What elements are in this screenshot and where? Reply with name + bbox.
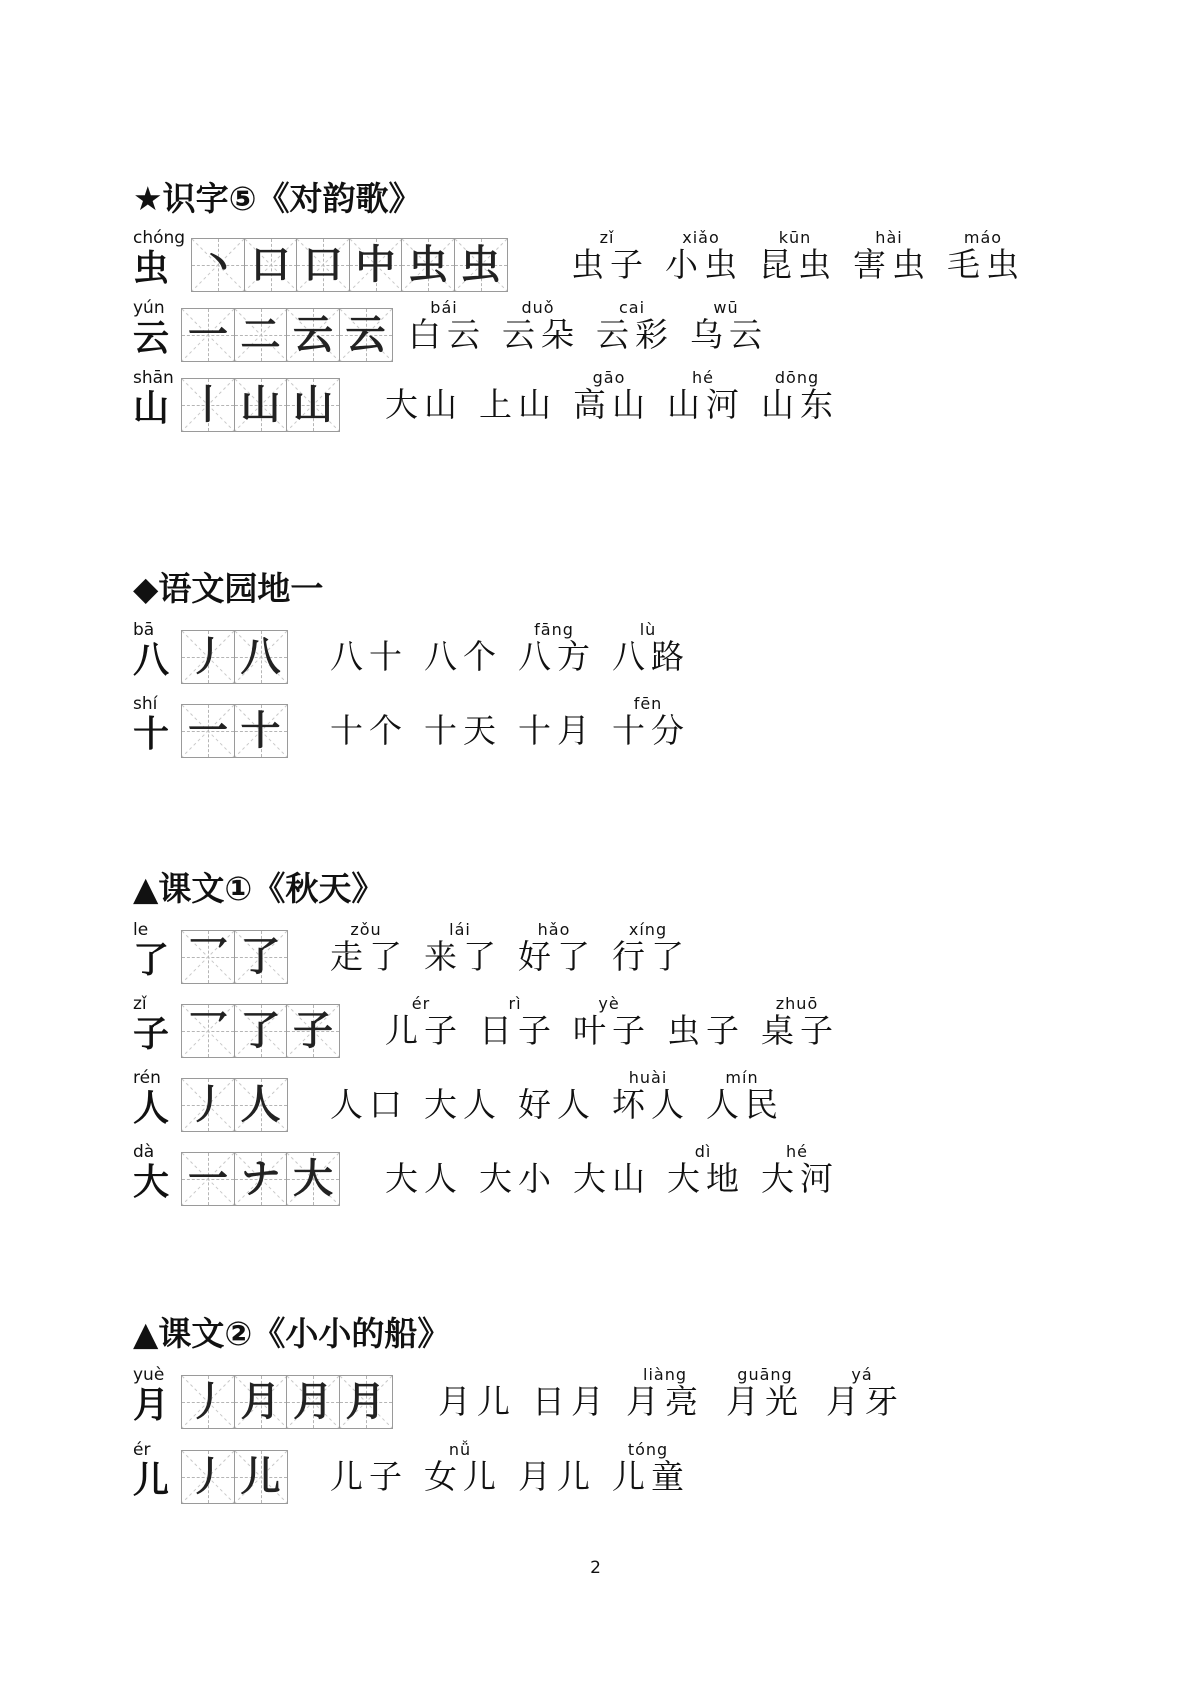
stroke-cell: 虫 bbox=[454, 238, 508, 292]
char-row-yun: yún 云 一 二 云 云 bái 白云 duǒ 云朵 cai 云彩 wū 乌云 bbox=[133, 298, 1133, 368]
char-pinyin: shān bbox=[133, 368, 174, 388]
char-row-ren: rén 人 丿 人 人口 大人 好人 huài 坏人 mín 人民 bbox=[133, 1068, 1133, 1138]
char-main: 大 bbox=[133, 1161, 170, 1203]
stroke-cell: 丿 bbox=[181, 1450, 235, 1504]
char-row-shi: shí 十 一 十 十个 十天 十月 fēn 十分 bbox=[133, 694, 1133, 764]
stroke-cell: 丨 bbox=[181, 378, 235, 432]
stroke-grid bbox=[181, 1152, 339, 1206]
stroke-cell: 乛 bbox=[181, 1004, 235, 1058]
stroke-cell: 乛 bbox=[181, 930, 235, 984]
stroke-grid bbox=[181, 1375, 391, 1429]
stroke-cell: 中 bbox=[349, 238, 403, 292]
char-row-zi: zǐ 子 乛 了 子 ér 儿子 rì 日子 yè 叶子 虫子 zhuō 桌子 bbox=[133, 994, 1133, 1064]
char-main: 云 bbox=[133, 317, 170, 359]
stroke-grid bbox=[181, 630, 286, 684]
char-pinyin: dà bbox=[133, 1142, 155, 1162]
char-main: 儿 bbox=[133, 1459, 170, 1501]
char-pinyin: bā bbox=[133, 620, 155, 640]
stroke-cell: 丿 bbox=[181, 1078, 235, 1132]
stroke-grid bbox=[181, 1450, 286, 1504]
stroke-grid bbox=[181, 704, 286, 758]
stroke-cell: 了 bbox=[234, 1004, 288, 1058]
stroke-cell: 月 bbox=[339, 1375, 393, 1429]
char-pinyin: rén bbox=[133, 1068, 161, 1088]
stroke-cell: 八 bbox=[234, 630, 288, 684]
stroke-cell: 虫 bbox=[401, 238, 455, 292]
char-row-da: dà 大 一 ナ 大 大人 大小 大山 dì 大地 hé 大河 bbox=[133, 1142, 1133, 1212]
stroke-cell: 一 bbox=[181, 308, 235, 362]
stroke-grid bbox=[181, 930, 286, 984]
stroke-grid bbox=[181, 308, 391, 362]
section-title-3: ▲课文①《秋天》 bbox=[133, 869, 385, 908]
stroke-cell: 丿 bbox=[181, 630, 235, 684]
stroke-cell: 月 bbox=[286, 1375, 340, 1429]
stroke-grid bbox=[181, 378, 339, 432]
char-row-shan: shān 山 丨 山 山 大山 上山 gāo 高山 hé 山河 dōng 山东 bbox=[133, 368, 1133, 438]
stroke-cell: 丿 bbox=[181, 1375, 235, 1429]
char-pinyin: yuè bbox=[133, 1365, 165, 1385]
stroke-grid bbox=[191, 238, 506, 292]
stroke-cell: 大 bbox=[286, 1152, 340, 1206]
char-pinyin: le bbox=[133, 920, 149, 940]
char-pinyin: yún bbox=[133, 298, 165, 318]
stroke-cell: 月 bbox=[234, 1375, 288, 1429]
section-title-4: ▲课文②《小小的船》 bbox=[133, 1314, 451, 1353]
page-number: 2 bbox=[590, 1558, 601, 1578]
stroke-cell: 山 bbox=[234, 378, 288, 432]
char-main: 月 bbox=[133, 1384, 170, 1426]
char-row-le: le 了 乛 了 zǒu 走了 lái 来了 hǎo 好了 xíng 行了 bbox=[133, 920, 1133, 990]
char-main: 十 bbox=[133, 713, 170, 755]
char-row-yue: yuè 月 丿 月 月 月 月儿 日月 liàng 月亮 guāng 月光 yá 月牙 bbox=[133, 1365, 1133, 1435]
stroke-cell: 人 bbox=[234, 1078, 288, 1132]
char-pinyin: ér bbox=[133, 1440, 151, 1460]
char-pinyin: zǐ bbox=[133, 994, 147, 1014]
char-main: 人 bbox=[133, 1087, 170, 1129]
char-main: 虫 bbox=[133, 247, 170, 289]
char-main: 子 bbox=[133, 1013, 170, 1055]
char-row-er: ér 儿 丿 儿 儿子 nǚ 女儿 月儿 tóng 儿童 bbox=[133, 1440, 1133, 1510]
stroke-cell: 一 bbox=[181, 704, 235, 758]
section-title-1: ★识字⑤《对韵歌》 bbox=[133, 179, 422, 218]
stroke-cell: 口 bbox=[296, 238, 350, 292]
stroke-cell: 云 bbox=[339, 308, 393, 362]
char-pinyin: shí bbox=[133, 694, 158, 714]
section-title-2: ◆语文园地一 bbox=[133, 569, 324, 608]
stroke-cell: 山 bbox=[286, 378, 340, 432]
stroke-cell: 二 bbox=[234, 308, 288, 362]
char-row-ba: bā 八 丿 八 八十 八个 fāng 八方 lù 八路 bbox=[133, 620, 1133, 690]
stroke-cell: 云 bbox=[286, 308, 340, 362]
char-pinyin: chóng bbox=[133, 228, 186, 248]
stroke-cell: 了 bbox=[234, 930, 288, 984]
stroke-cell: 十 bbox=[234, 704, 288, 758]
char-main: 山 bbox=[133, 387, 170, 429]
stroke-cell: 子 bbox=[286, 1004, 340, 1058]
stroke-cell: ナ bbox=[234, 1152, 288, 1206]
char-main: 了 bbox=[133, 939, 170, 981]
char-main: 八 bbox=[133, 639, 170, 681]
stroke-cell: 口 bbox=[244, 238, 298, 292]
stroke-cell: 丶 bbox=[191, 238, 245, 292]
stroke-grid bbox=[181, 1078, 286, 1132]
stroke-cell: 儿 bbox=[234, 1450, 288, 1504]
char-row-chong: chóng 虫 丶 口 口 中 虫 虫 zǐ 虫子 xiǎo 小虫 kūn 昆虫 hài 害虫 máo 毛虫 bbox=[133, 228, 1133, 298]
stroke-grid bbox=[181, 1004, 339, 1058]
stroke-cell: 一 bbox=[181, 1152, 235, 1206]
